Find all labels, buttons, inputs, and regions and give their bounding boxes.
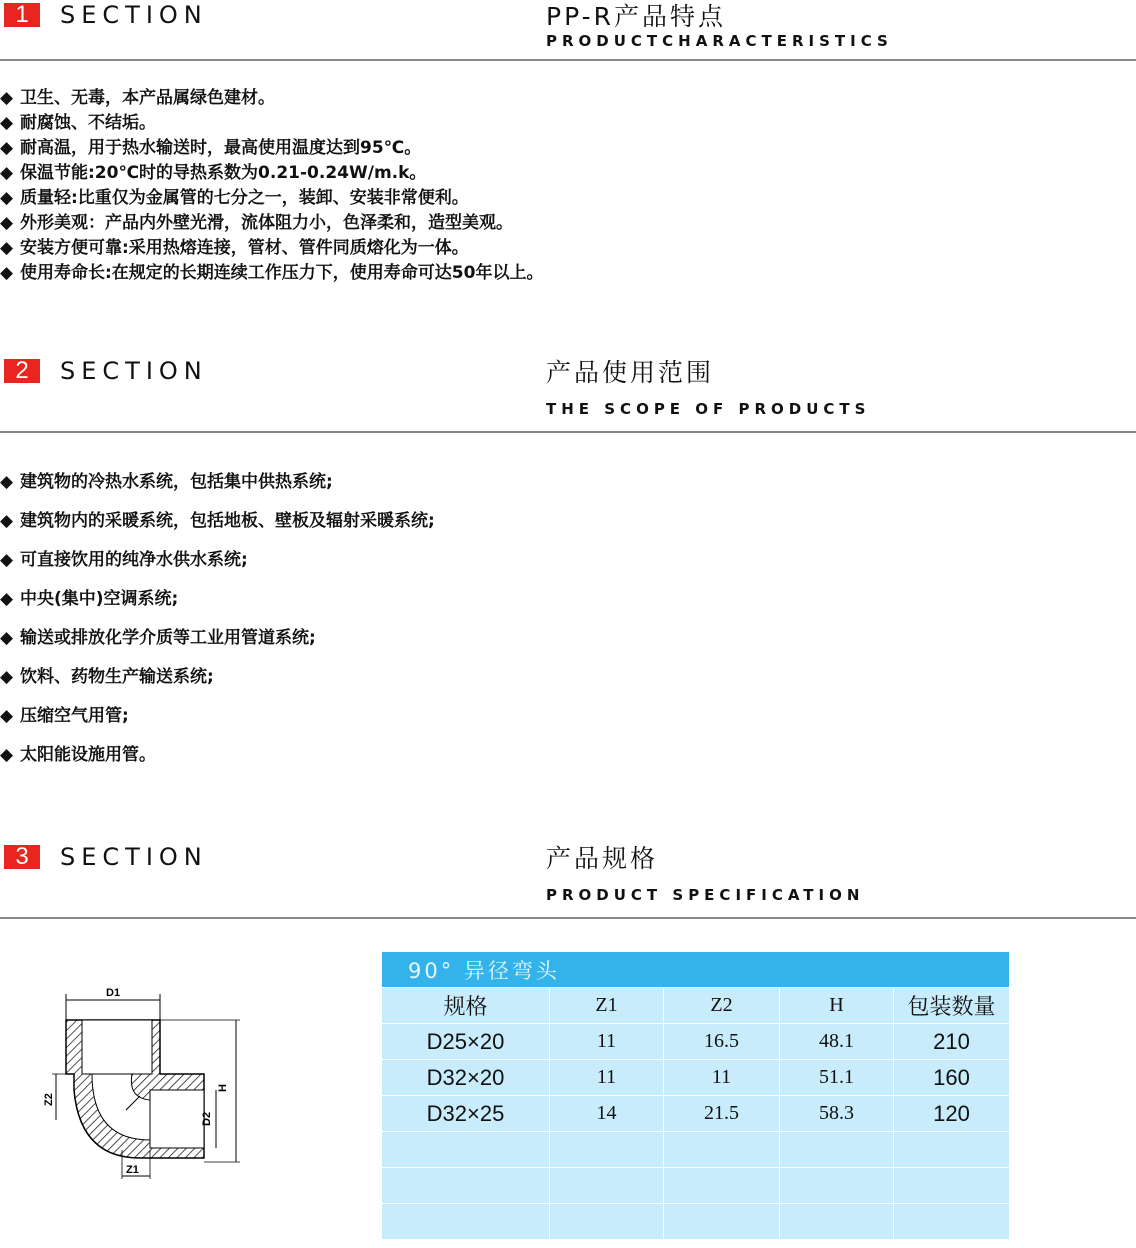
- section-number-badge: 2: [4, 359, 40, 383]
- table-cell: 58.3: [780, 1096, 894, 1132]
- diamond-bullet-icon: ◆: [0, 706, 14, 726]
- column-header: Z2: [664, 988, 780, 1024]
- section-subtitle: THE SCOPE OF PRODUCTS: [546, 400, 871, 418]
- list-item: ◆ 建筑物的冷热水系统，包括集中供热系统;: [0, 463, 435, 502]
- diamond-bullet-icon: ◆: [0, 511, 14, 531]
- table-cell: D32×20: [382, 1060, 550, 1096]
- table-cell: 48.1: [780, 1024, 894, 1060]
- list-item: ◆ 饮料、药物生产输送系统;: [0, 658, 435, 697]
- list-item: ◆ 安装方便可靠:采用热熔连接，管材、管件同质熔化为一体。: [0, 236, 543, 261]
- table-cell: 11: [550, 1024, 664, 1060]
- table-cell: 14: [550, 1096, 664, 1132]
- table-cell: [780, 1168, 894, 1204]
- table-cell: [550, 1204, 664, 1240]
- section-subtitle: PRODUCT SPECIFICATION: [546, 886, 865, 904]
- diamond-bullet-icon: ◆: [0, 745, 14, 765]
- table-cell: [664, 1204, 780, 1240]
- table-cell: [664, 1132, 780, 1168]
- diamond-bullet-icon: ◆: [0, 238, 14, 258]
- dimension-label-d1: D1: [106, 987, 121, 999]
- dimension-label-z2: Z2: [43, 1093, 55, 1106]
- list-item: ◆ 卫生、无毒，本产品属绿色建材。: [0, 86, 543, 111]
- table-cell: 51.1: [780, 1060, 894, 1096]
- diamond-bullet-icon: ◆: [0, 472, 14, 492]
- specification-table: [381, 951, 1010, 1240]
- table-row: [382, 1132, 1010, 1168]
- table-cell: D25×20: [382, 1024, 550, 1060]
- table-cell: [664, 1168, 780, 1204]
- divider: [0, 431, 1136, 433]
- table-cell: [550, 1168, 664, 1204]
- table-cell: [894, 1132, 1010, 1168]
- table-row: [382, 1204, 1010, 1240]
- table-cell: [550, 1132, 664, 1168]
- table-header-row: [382, 988, 1010, 1024]
- section-subtitle: PRODUCTCHARACTERISTICS: [546, 32, 893, 50]
- diamond-bullet-icon: ◆: [0, 263, 14, 283]
- table-row: [382, 1168, 1010, 1204]
- diamond-bullet-icon: ◆: [0, 163, 14, 183]
- divider: [0, 917, 1136, 919]
- table-cell: 160: [894, 1060, 1010, 1096]
- list-item: ◆ 耐高温，用于热水输送时，最高使用温度达到95℃。: [0, 136, 543, 161]
- table-cell: [382, 1132, 550, 1168]
- elbow-fitting-diagram: [40, 980, 250, 1180]
- table-cell: 120: [894, 1096, 1010, 1132]
- column-header: 规格: [382, 988, 550, 1024]
- table-cell: 210: [894, 1024, 1010, 1060]
- section-label: SECTION: [60, 357, 208, 385]
- table-cell: [382, 1204, 550, 1240]
- dimension-label-z1: Z1: [126, 1164, 139, 1176]
- table-row: [382, 1024, 1010, 1060]
- section-label: SECTION: [60, 843, 208, 871]
- section-number-badge: 3: [4, 845, 40, 869]
- characteristics-list: [0, 86, 543, 286]
- list-item: ◆ 建筑物内的采暖系统，包括地板、壁板及辐射采暖系统;: [0, 502, 435, 541]
- list-item: ◆ 可直接饮用的纯净水供水系统;: [0, 541, 435, 580]
- dimension-label-h: H: [217, 1084, 229, 1092]
- diamond-bullet-icon: ◆: [0, 138, 14, 158]
- diamond-bullet-icon: ◆: [0, 88, 14, 108]
- table-cell: [894, 1204, 1010, 1240]
- column-header: Z1: [550, 988, 664, 1024]
- list-item: ◆ 质量轻:比重仅为金属管的七分之一，装卸、安装非常便利。: [0, 186, 543, 211]
- section-label: SECTION: [60, 1, 208, 29]
- list-item: ◆ 外形美观：产品内外壁光滑，流体阻力小，色泽柔和，造型美观。: [0, 211, 543, 236]
- diamond-bullet-icon: ◆: [0, 113, 14, 133]
- table-cell: 11: [664, 1060, 780, 1096]
- column-header: 包装数量: [894, 988, 1010, 1024]
- diamond-bullet-icon: ◆: [0, 188, 14, 208]
- diamond-bullet-icon: ◆: [0, 589, 14, 609]
- table-cell: D32×25: [382, 1096, 550, 1132]
- list-item: ◆ 输送或排放化学介质等工业用管道系统;: [0, 619, 435, 658]
- table-caption-row: [382, 952, 1010, 988]
- section-title: 产品使用范围: [546, 358, 715, 387]
- table-row: [382, 1060, 1010, 1096]
- diamond-bullet-icon: ◆: [0, 667, 14, 687]
- column-header: H: [780, 988, 894, 1024]
- table-cell: 16.5: [664, 1024, 780, 1060]
- diamond-bullet-icon: ◆: [0, 628, 14, 648]
- dimension-label-d2: D2: [201, 1111, 213, 1126]
- section-title: PP-R产品特点: [546, 2, 726, 31]
- list-item: ◆ 中央(集中)空调系统;: [0, 580, 435, 619]
- section-number-badge: 1: [4, 3, 40, 27]
- list-item: ◆ 保温节能:20℃时的导热系数为0.21-0.24W/m.k。: [0, 161, 543, 186]
- list-item: ◆ 压缩空气用管;: [0, 697, 435, 736]
- table-cell: [894, 1168, 1010, 1204]
- table-cell: [780, 1204, 894, 1240]
- table-row: [382, 1096, 1010, 1132]
- table-cell: 21.5: [664, 1096, 780, 1132]
- diamond-bullet-icon: ◆: [0, 213, 14, 233]
- divider: [0, 59, 1136, 61]
- scope-list: [0, 463, 435, 775]
- table-cell: [780, 1132, 894, 1168]
- diamond-bullet-icon: ◆: [0, 550, 14, 570]
- section-title: 产品规格: [546, 844, 659, 873]
- list-item: ◆ 太阳能设施用管。: [0, 736, 435, 775]
- table-cell: 11: [550, 1060, 664, 1096]
- list-item: ◆ 使用寿命长:在规定的长期连续工作压力下，使用寿命可达50年以上。: [0, 261, 543, 286]
- table-cell: [382, 1168, 550, 1204]
- list-item: ◆ 耐腐蚀、不结垢。: [0, 111, 543, 136]
- table-caption: 90° 异径弯头: [382, 952, 1010, 988]
